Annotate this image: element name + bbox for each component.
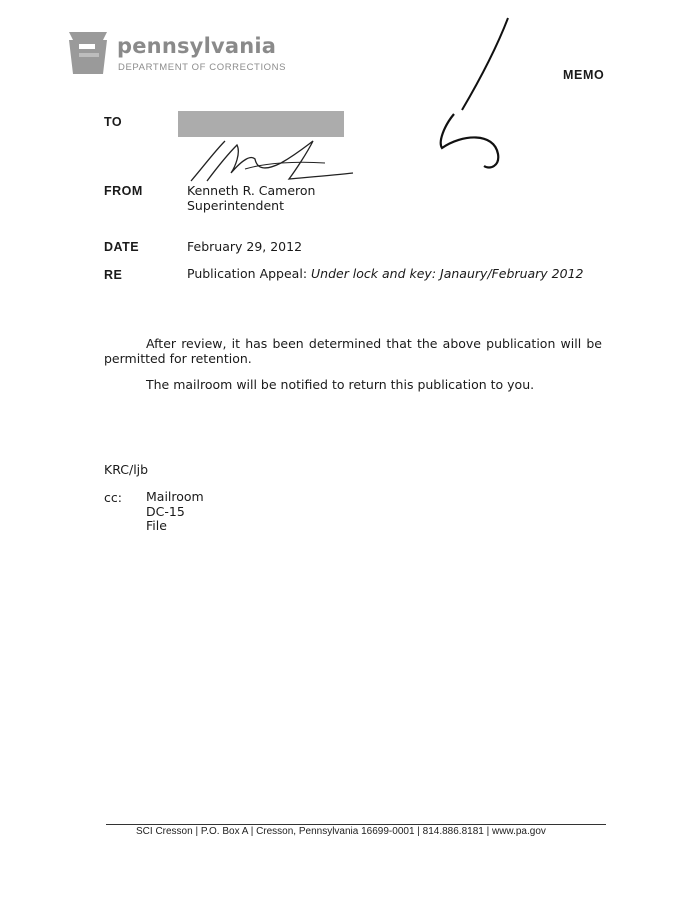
re-value (187, 266, 583, 282)
to-label: TO (104, 115, 123, 129)
re-prefix: Publication Appeal: (187, 266, 311, 281)
cc-recipient: File (146, 518, 167, 533)
author-initials: KRC/ljb (104, 462, 149, 477)
body-paragraph-2: The mailroom will be notified to return this publication to you. (146, 377, 535, 392)
date-label: DATE (104, 240, 140, 254)
from-name: Kenneth R. Cameron (187, 183, 316, 198)
re-publication-title: Under lock and key: Janaury/February 2012 (311, 266, 584, 281)
keystone-logo-icon (65, 28, 111, 76)
from-label: FROM (104, 184, 143, 198)
re-label: RE (104, 268, 123, 282)
cc-label: cc: (104, 490, 122, 505)
memo-label: MEMO (563, 68, 605, 82)
brand-name: pennsylvania (117, 34, 277, 58)
footer-divider (106, 824, 606, 825)
cc-recipient: DC-15 (146, 503, 185, 519)
footer-address: SCI Cresson | P.O. Box A | Cresson, Pennsylvania 16699-0001 | 814.886.8181 | www.pa.gov (136, 826, 546, 837)
cc-recipient: Mailroom (146, 489, 204, 504)
body-paragraph-1: After review, it has been determined that the above publication will be permitted for retention. (104, 336, 602, 366)
from-title: Superintendent (187, 198, 284, 213)
department-name: DEPARTMENT OF CORRECTIONS (118, 62, 287, 73)
cc-recipient-list (146, 490, 204, 534)
handwritten-mark-icon (432, 14, 512, 178)
date-value: February 29, 2012 (187, 239, 303, 254)
signature-icon (185, 133, 355, 189)
